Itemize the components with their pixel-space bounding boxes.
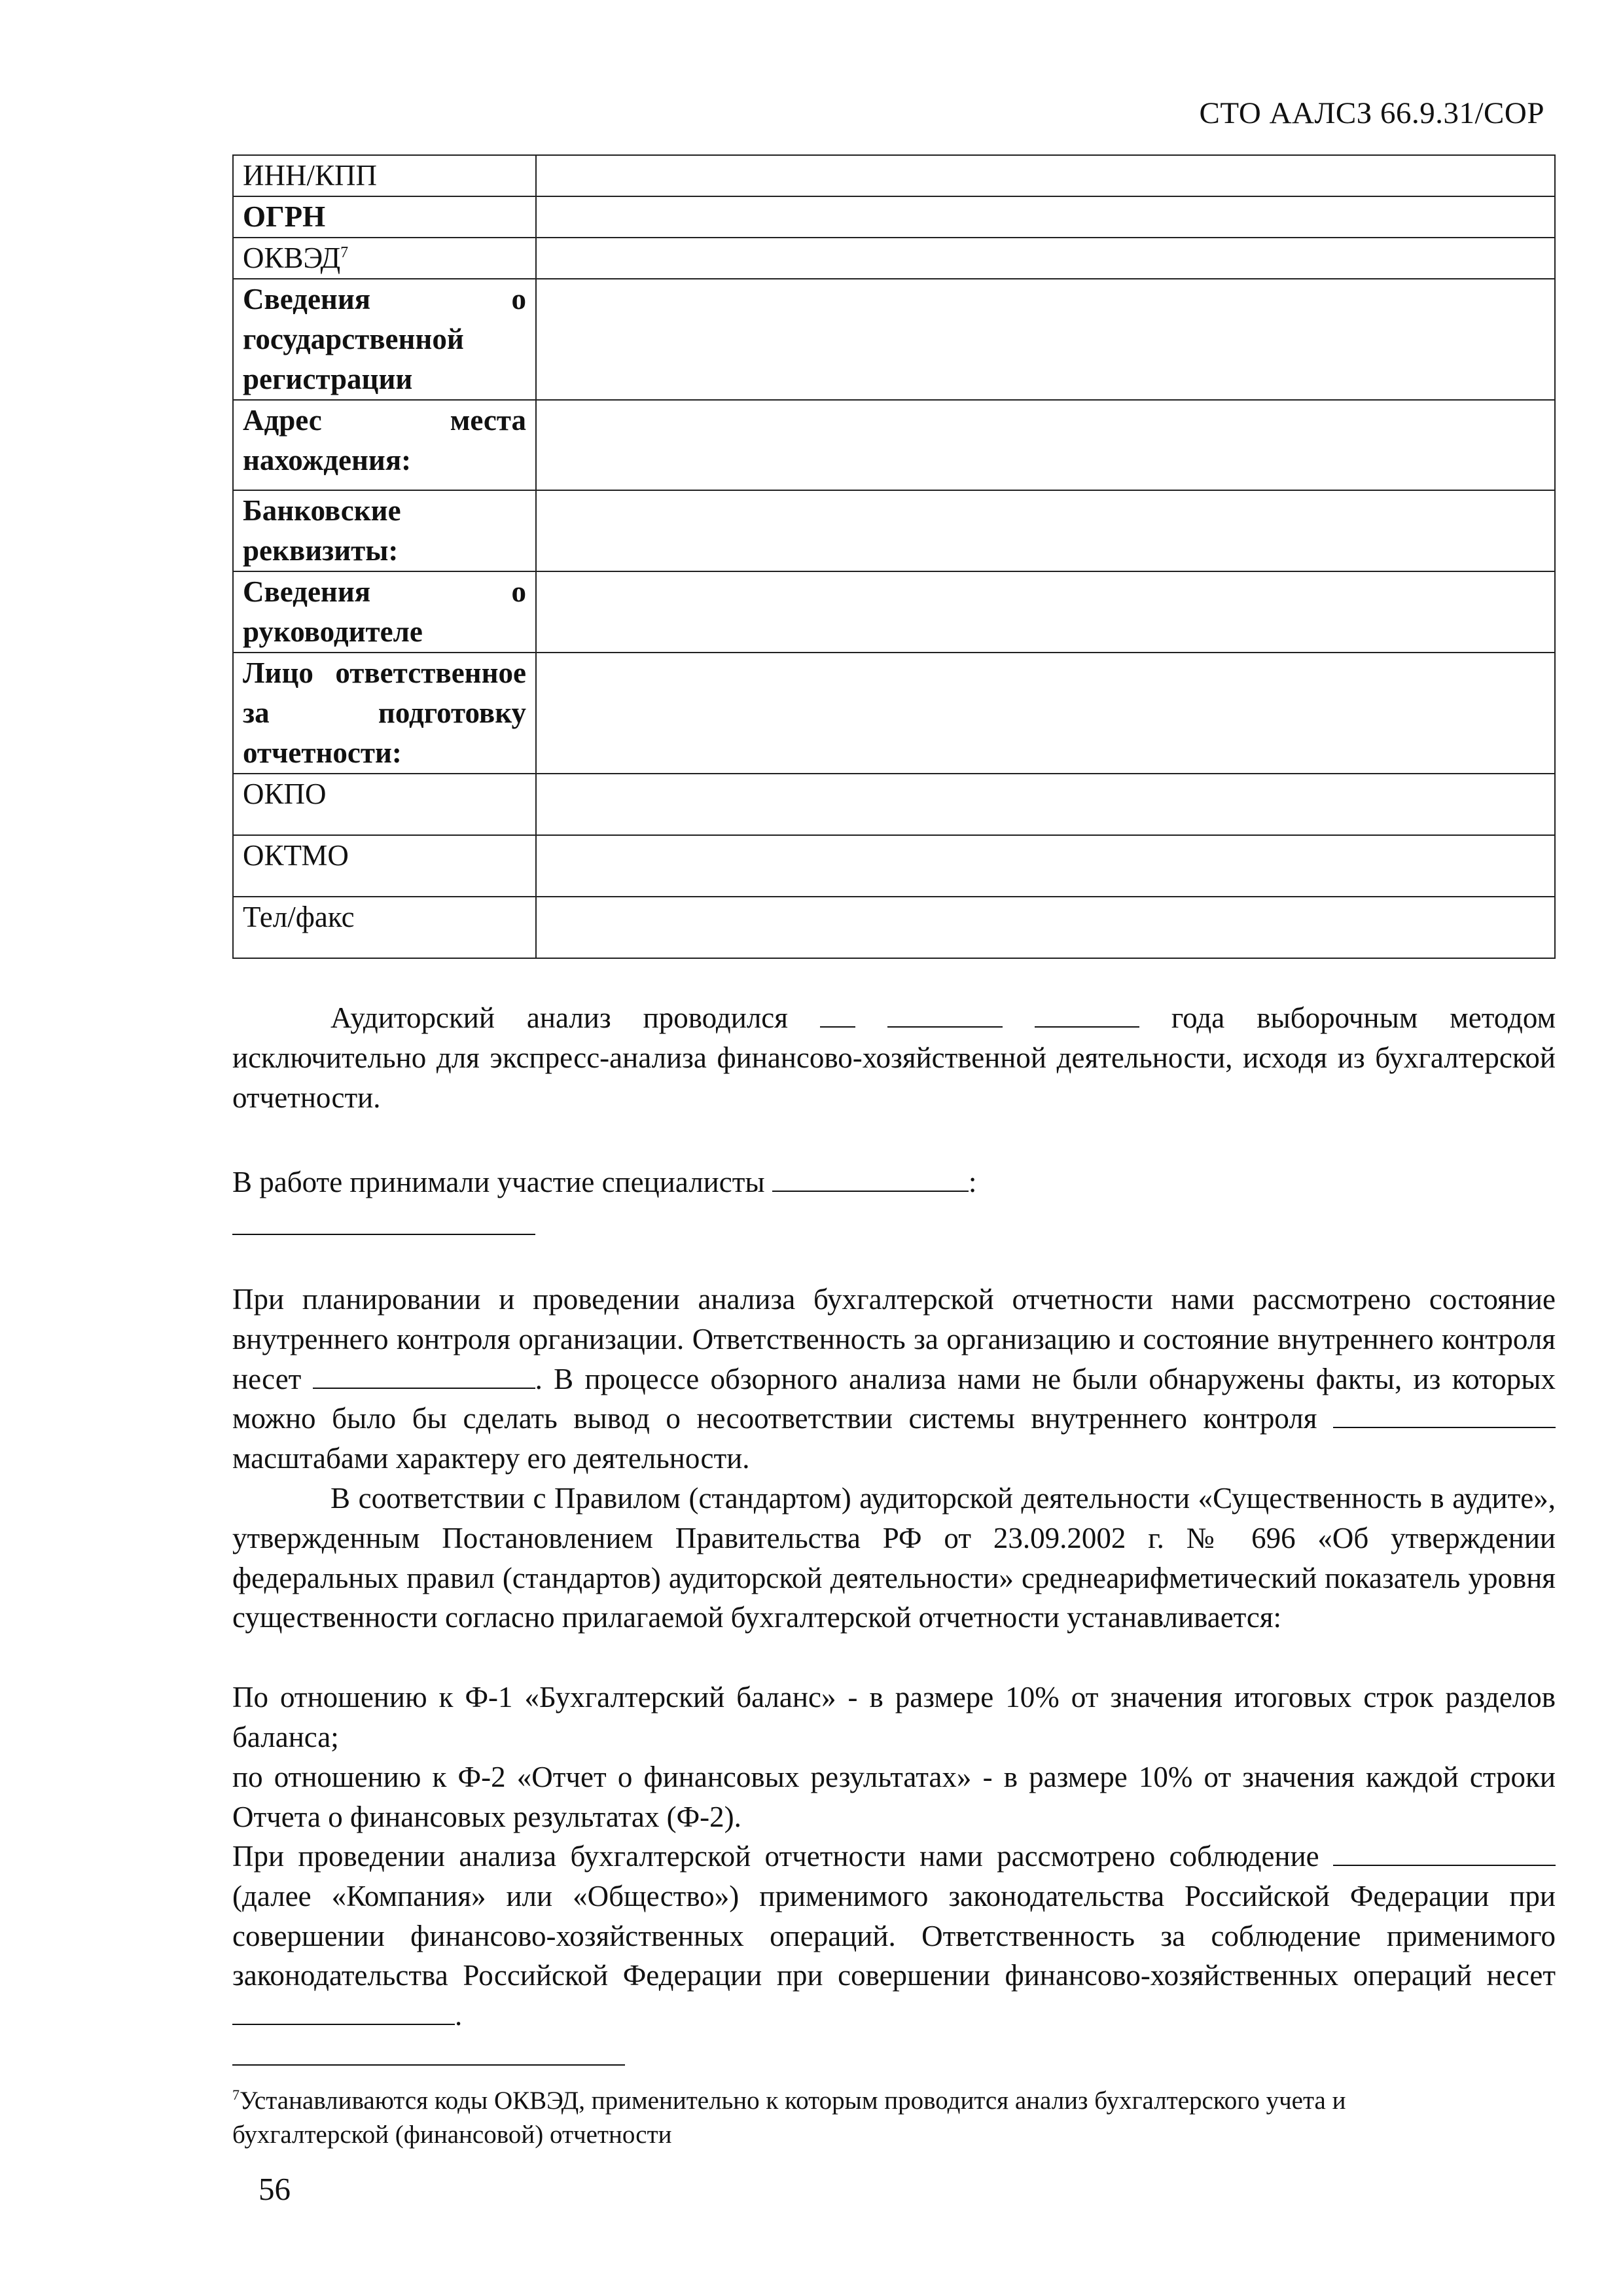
- month-blank[interactable]: [887, 1000, 1003, 1028]
- audit-period-paragraph: [232, 998, 1556, 1117]
- inn-kpp-field[interactable]: [536, 155, 1555, 196]
- table-row: [233, 571, 1555, 653]
- paragraph-text: В работе принимали участие специалисты: [232, 1166, 765, 1198]
- table-row: [233, 835, 1555, 897]
- registration-field[interactable]: [536, 279, 1555, 400]
- table-row: [233, 774, 1555, 835]
- table-label: ОКПО: [233, 774, 536, 835]
- specialists-paragraph: [232, 1162, 1556, 1202]
- oktmo-field[interactable]: [536, 835, 1555, 897]
- table-row: [233, 897, 1555, 958]
- paragraph-text: При планировании и проведении анализа бухгалтерской отчетности нами рассмотрено состояние внутреннего контроля организации. Ответственность за организацию и состояние внутреннего контроля несет: [232, 1283, 1556, 1395]
- okved-label: ОКВЭД: [243, 242, 341, 274]
- table-row: [233, 238, 1555, 279]
- paragraph-text: . В процессе обзорного анализа нами не были обнаружены факты, из которых можно было бы сделать вывод о несоответствии системы внутреннего контроля: [232, 1362, 1556, 1435]
- paragraph-text: года выборочным методом исключительно для экспресс-анализа финансово-хозяйственной деятельности, исходя из бухгалтерской отчетности.: [232, 1001, 1556, 1114]
- internal-control-paragraph: [232, 1280, 1556, 1479]
- organization-info-table: [232, 154, 1556, 959]
- footnote-text: Устанавливаются коды ОКВЭД, применительно к которым проводится анализ бухгалтерского учета и бухгалтерской (финансовой) отчетности: [232, 2087, 1346, 2149]
- company-blank[interactable]: [1333, 1839, 1556, 1866]
- table-label: [233, 238, 536, 279]
- paragraph-text: :: [968, 1166, 977, 1198]
- bank-details-field[interactable]: [536, 490, 1555, 571]
- table-label: ОКТМО: [233, 835, 536, 897]
- table-label: Адрес места нахождения:: [233, 400, 536, 490]
- responsible-blank[interactable]: [313, 1361, 535, 1389]
- f2-paragraph: [232, 1757, 1556, 1837]
- specialists-blank[interactable]: [772, 1164, 969, 1192]
- organization-blank[interactable]: [1333, 1401, 1556, 1428]
- day-blank[interactable]: [820, 1000, 855, 1028]
- document-code: СТО ААЛСЗ 66.9.31/СОР: [1199, 96, 1544, 130]
- table-label: ОГРН: [233, 196, 536, 238]
- phone-fax-field[interactable]: [536, 897, 1555, 958]
- table-row: [233, 155, 1555, 196]
- page-number: 56: [259, 2171, 291, 2207]
- compliance-responsible-blank[interactable]: [232, 1998, 455, 2025]
- materiality-paragraph: [232, 1479, 1556, 1638]
- specialists-line[interactable]: [232, 1234, 535, 1235]
- table-row: [233, 490, 1555, 571]
- address-field[interactable]: [536, 400, 1555, 490]
- compliance-paragraph: [232, 1837, 1556, 2036]
- footnote-separator: [232, 2064, 625, 2066]
- table-label: Банковские реквизиты:: [233, 490, 536, 571]
- paragraph-text: При проведении анализа бухгалтерской отчетности нами рассмотрено соблюдение: [232, 1840, 1319, 1873]
- paragraph-text: .: [455, 1999, 463, 2032]
- footnote-mark: 7: [232, 2087, 240, 2103]
- table-label: Тел/факс: [233, 897, 536, 958]
- table-row: [233, 196, 1555, 238]
- paragraph-text: В соответствии с Правилом (стандартом) аудиторской деятельности «Существенность в аудите», утвержденным Постановлением Правительства РФ от 23.09.2002 г. № 696 «Об утверждении федеральных правил (стандартов) аудиторской деятельности» среднеарифметический показатель уровня существенности согласно прилагаемой бухгалтерской отчетности устанавливается:: [232, 1482, 1556, 1634]
- paragraph-text: по отношению к Ф-2 «Отчет о финансовых результатах» - в размере 10% от значения каждой строки Отчета о финансовых результатах (Ф-2).: [232, 1761, 1556, 1833]
- responsible-person-field[interactable]: [536, 653, 1555, 774]
- table-row: [233, 400, 1555, 490]
- table-row: [233, 653, 1555, 774]
- director-field[interactable]: [536, 571, 1555, 653]
- year-blank[interactable]: [1035, 1000, 1139, 1028]
- ogrn-field[interactable]: [536, 196, 1555, 238]
- paragraph-text: (далее «Компания» или «Общество») применимого законодательства Российской Федерации при совершении финансово-хозяйственных операций. Ответственность за соблюдение применимого законодательства Российской Федерации при совершении финансово-хозяйственных операций несет: [232, 1879, 1556, 1992]
- f1-paragraph: [232, 1677, 1556, 1757]
- okpo-field[interactable]: [536, 774, 1555, 835]
- paragraph-text: Аудиторский анализ проводился: [330, 1001, 788, 1034]
- table-label: ИНН/КПП: [233, 155, 536, 196]
- table-label: Лицо ответственное за подготовку отчетности:: [233, 653, 536, 774]
- okved-field[interactable]: [536, 238, 1555, 279]
- table-label: Сведения о государственной регистрации: [233, 279, 536, 400]
- footnote: [232, 2078, 1476, 2152]
- footnote-mark: 7: [340, 244, 349, 261]
- paragraph-text: По отношению к Ф-1 «Бухгалтерский баланс» - в размере 10% от значения итоговых строк разделов баланса;: [232, 1681, 1556, 1753]
- table-row: [233, 279, 1555, 400]
- table-label: Сведения о руководителе: [233, 571, 536, 653]
- paragraph-text: масштабами характеру его деятельности.: [232, 1442, 750, 1475]
